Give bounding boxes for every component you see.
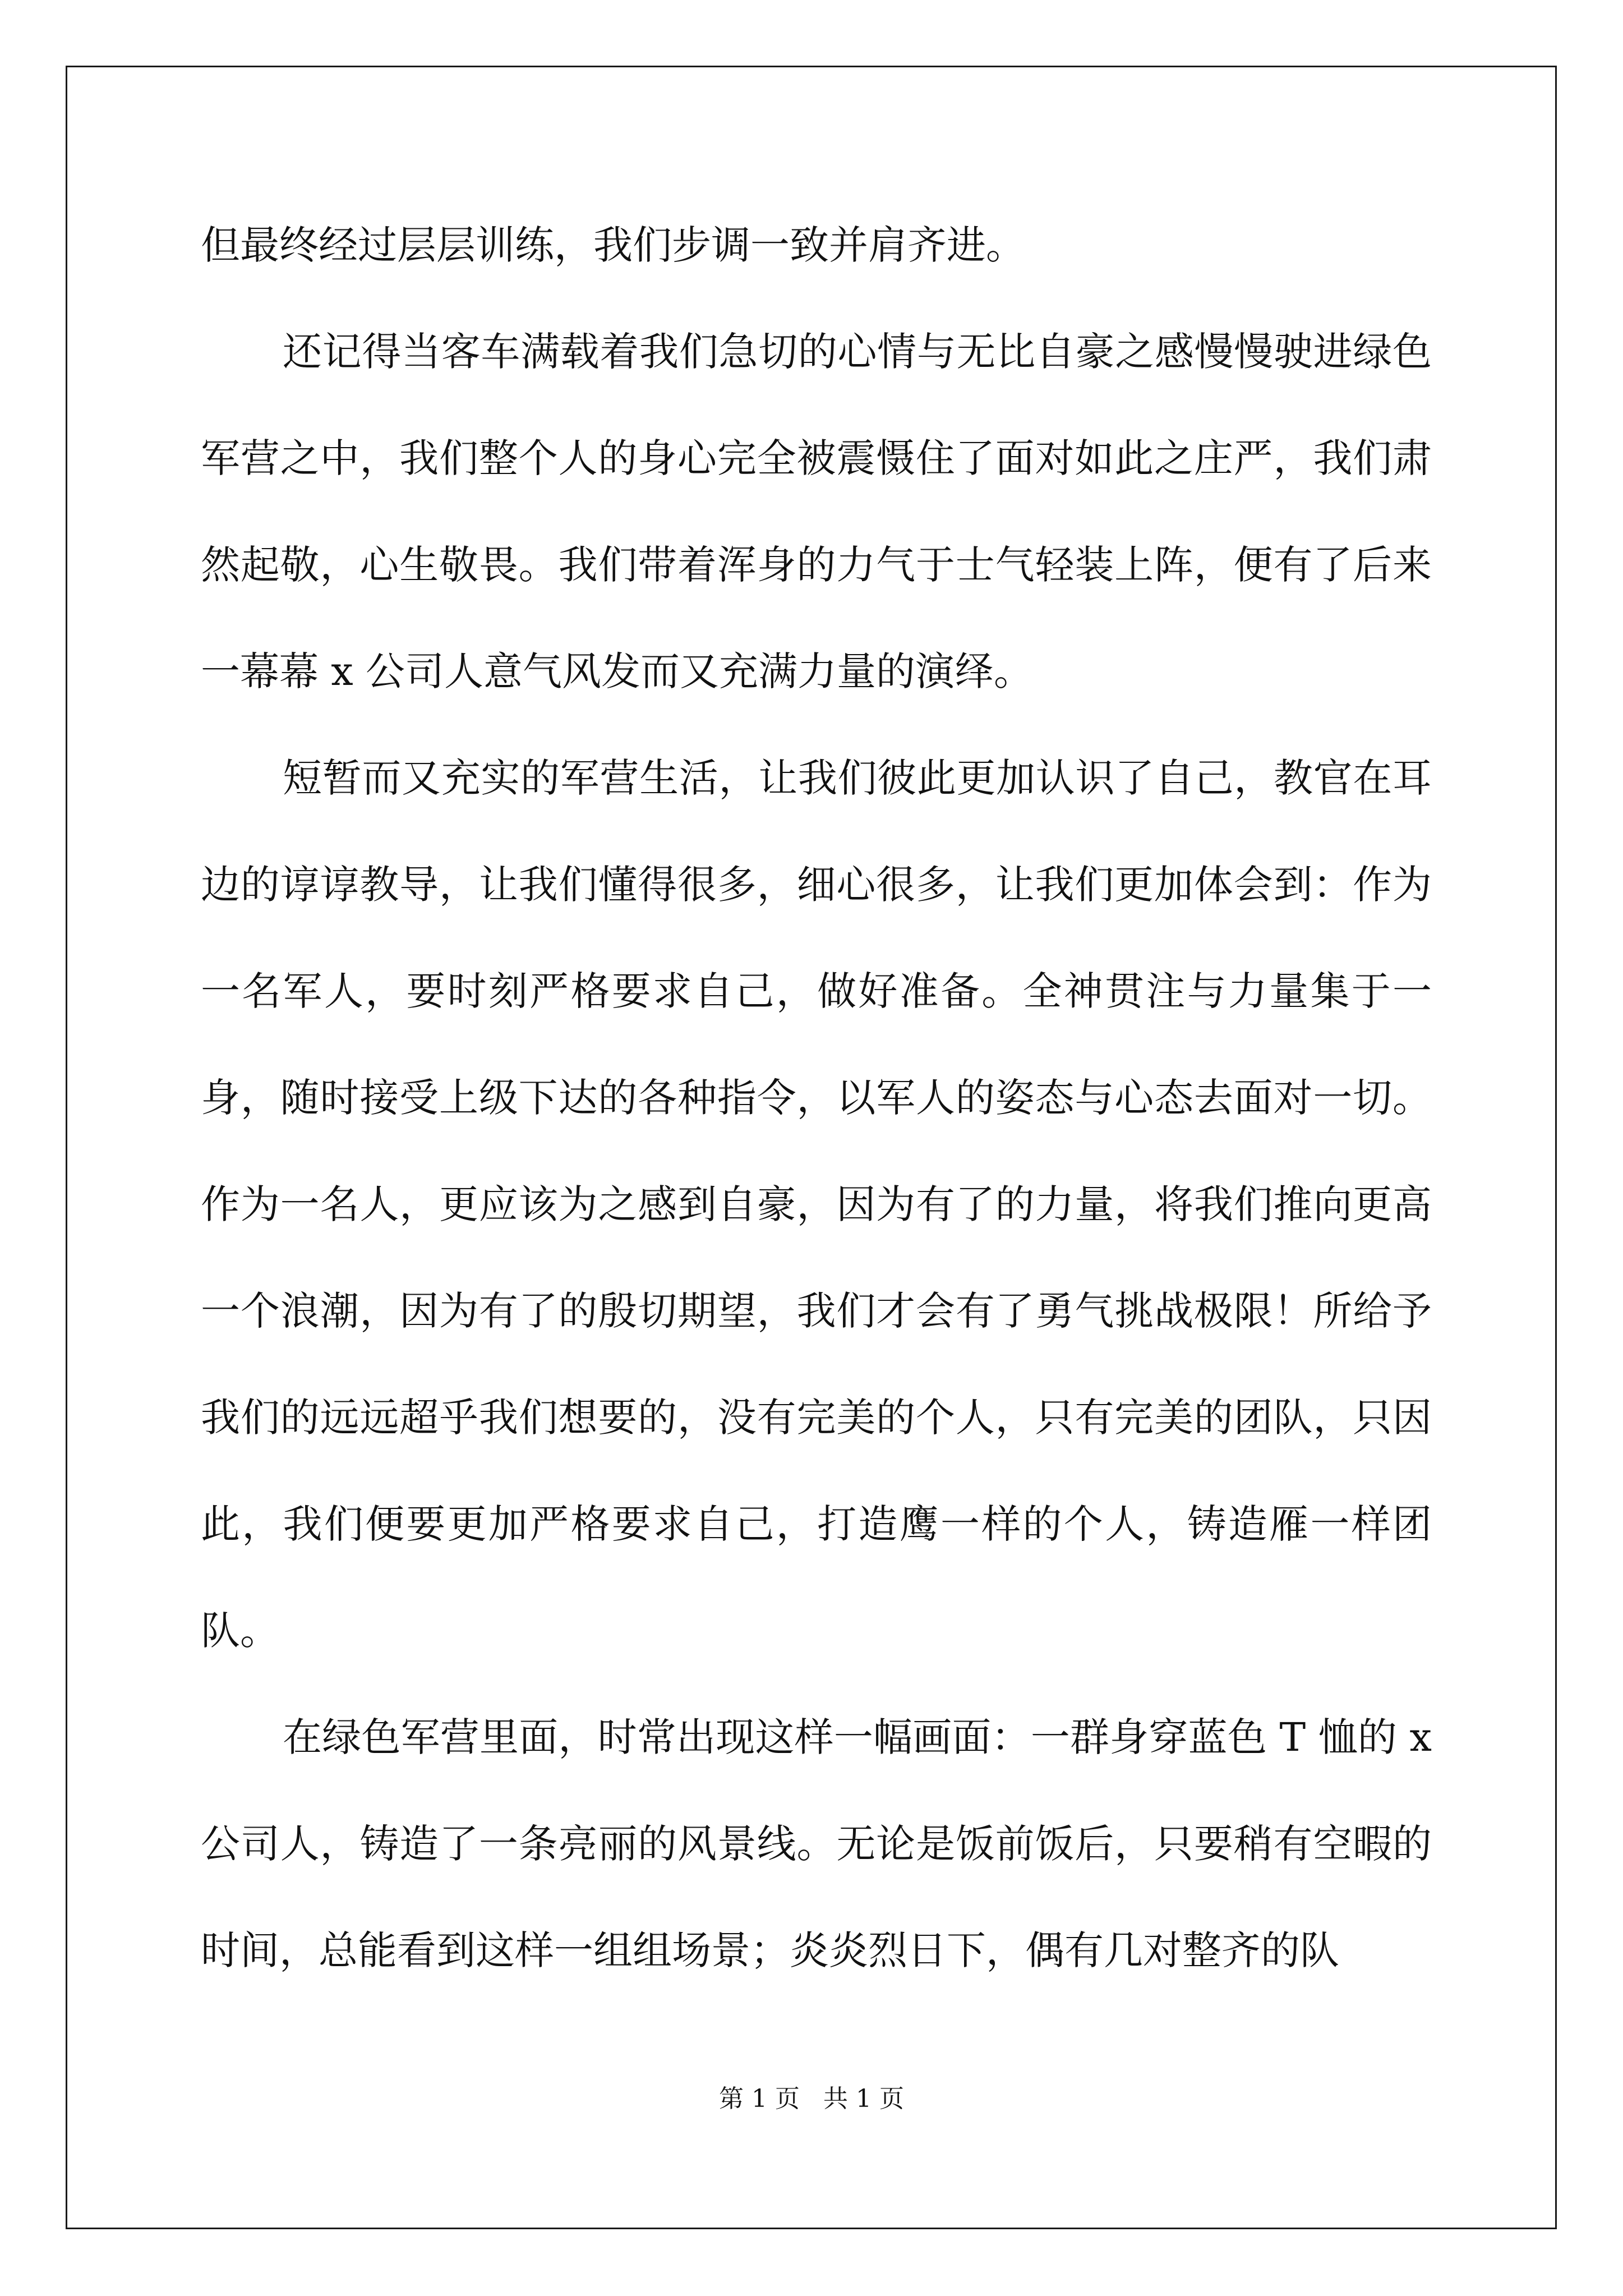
- paragraph-2: 还记得当客车满载着我们急切的心情与无比自豪之感慢慢驶进绿色军营之中，我们整个人的身心完全被震慑住了面对如此之庄严，我们肃然起敬，心生敬畏。我们带着浑身的力气于士气轻装上阵，便有了后来一幕幕 x 公司人意气风发而又充满力量的演绎。: [201, 329, 1432, 694]
- page-footer: 第 1 页 共 1 页: [719, 2085, 904, 2113]
- paragraph-1: 但最终经过层层训练，我们步调一致并肩齐进。: [201, 222, 1025, 268]
- paragraph-4: 在绿色军营里面，时常出现这样一幅画面：一群身穿蓝色 T 恤的 x 公司人，铸造了一条亮丽的风景线。无论是饭前饭后，只要稍有空暇的时间，总能看到这样一组组场景；炎炎烈日下，偶有几对整齐的队: [201, 1714, 1432, 1973]
- paragraph-3: 短暂而又充实的军营生活，让我们彼此更加认识了自己，教官在耳边的谆谆教导，让我们懂得很多，细心很多，让我们更加体会到：作为一名军人，要时刻严格要求自己，做好准备。全神贯注与力量集于一身，随时接受上级下达的各种指令，以军人的姿态与心态去面对一切。作为一名人，更应该为之感到自豪，因为有了的力量，将我们推向更高一个浪潮，因为有了的殷切期望，我们才会有了勇气挑战极限！所给予我们的远远超乎我们想要的，没有完美的个人，只有完美的团队，只因此，我们便要更加严格要求自己，打造鹰一样的个人，铸造雁一样团队。: [201, 755, 1432, 1654]
- document-body: [201, 192, 1432, 2004]
